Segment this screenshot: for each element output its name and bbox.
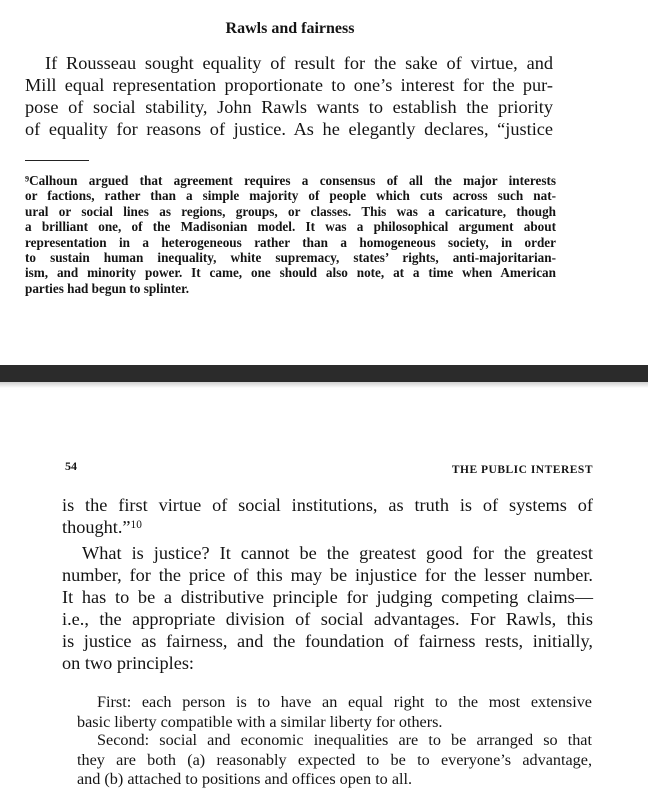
principle-first (77, 693, 592, 732)
footnote-9 (25, 173, 556, 296)
paragraph-justice (62, 542, 593, 674)
principle-second (77, 731, 592, 790)
text-line: number, for the price of this may be injustice for the lesser number. (62, 565, 593, 585)
text-line: of equality for reasons of justice. As he elegantly declares, “justice (25, 119, 553, 139)
text-line: thought.”$^{10}$ (62, 517, 142, 537)
text-line: It has to be a distributive principle for judging competing claims— (62, 587, 593, 607)
footnote-line: or factions, rather than a simple majority of people which cuts across such nat- (25, 188, 556, 204)
text-line: they are both (a) reasonably expected to be to everyone’s advantage, (77, 750, 592, 769)
text-line: is justice as fairness, and the foundation of fairness rests, initially, (62, 631, 593, 651)
page-gap-bar (0, 365, 648, 382)
text-line: is the first virtue of social institutions, as truth is of systems of (62, 495, 593, 515)
footnote-line: parties had begun to splinter. (25, 280, 190, 296)
footnote-rule (25, 160, 89, 161)
page-gap-edge (0, 382, 648, 388)
text-line: on two principles: (62, 653, 195, 673)
text-line: Second: social and economic inequalities are to be arranged so that (97, 731, 592, 749)
text-line: and (b) attached to positions and offices open to all. (77, 770, 413, 788)
running-head: THE PUBLIC INTEREST (451, 464, 593, 476)
footnote-marker: 9 (25, 174, 30, 184)
note-reference: 10 (130, 518, 142, 531)
footnote-line: a brilliant one, of the Madisonian model. It was a philosophical argument about (25, 219, 556, 235)
text-line: First: each person is to have an equal right to the most extensive (97, 693, 592, 711)
footnote-line: ural or social lines as regions, groups, or classes. This was a caricature, though (25, 203, 556, 219)
footnote-line: $^9$Calhoun argued that agreement requires a consensus of all the major interests (25, 173, 556, 188)
footnote-line: representation in a heterogeneous rather than a homogeneous society, in order (25, 234, 556, 250)
text-line: i.e., the appropriate division of social advantages. For Rawls, this (62, 609, 593, 629)
paragraph-top (25, 52, 553, 140)
paragraph-continued (62, 494, 593, 538)
text-line: basic liberty compatible with a similar liberty for others. (77, 712, 443, 731)
footnote-line: ism, and minority power. It came, one should also note, at a time when American (25, 265, 556, 281)
text-line: If Rousseau sought equality of result for the sake of virtue, and (45, 53, 553, 73)
footnote-line: to sustain human inequality, white supremacy, states’ rights, anti-majoritarian- (25, 250, 556, 266)
section-heading: Rawls and fairness (225, 20, 355, 37)
text-line: pose of social stability, John Rawls wants to establish the priority (25, 97, 553, 117)
text-line: Mill equal representation proportionate to one’s interest for the pur- (25, 75, 553, 95)
page-number: 54 (65, 459, 77, 473)
text-line: What is justice? It cannot be the greatest good for the greatest (82, 543, 593, 563)
